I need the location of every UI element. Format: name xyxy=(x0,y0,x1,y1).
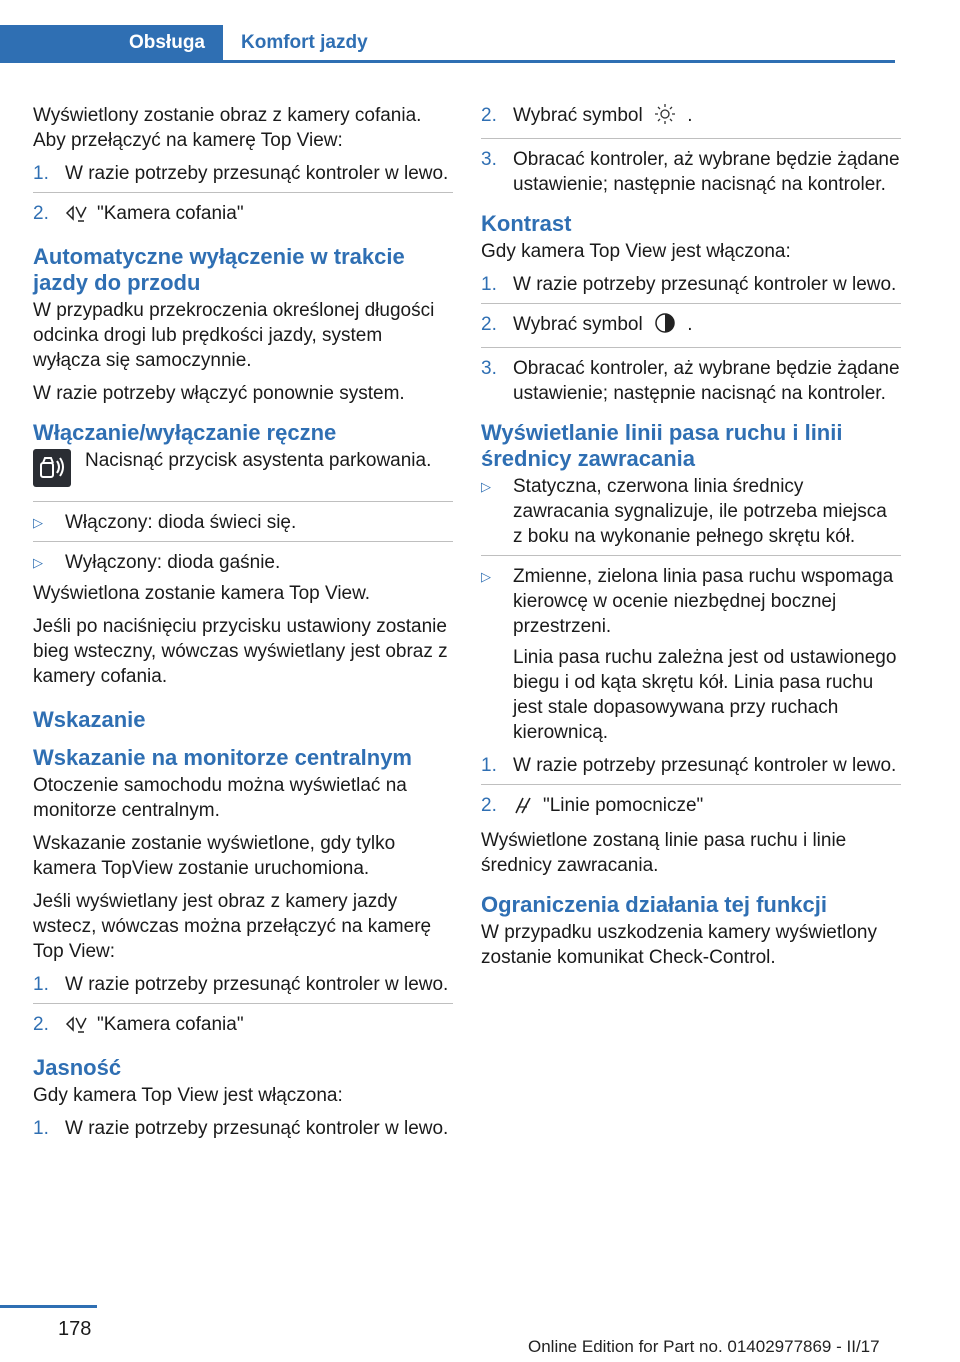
chapter-tabs xyxy=(0,25,895,63)
divider xyxy=(33,192,453,193)
paragraph: Jeśli po naciśnięciu przycisku ustawiony zostanie bieg wsteczny, wówczas wyświetlany jest obraz z kamery cofania. xyxy=(33,616,448,687)
section-heading: Ograniczenia działania tej funkcji xyxy=(481,892,827,917)
list-item: 2. Wybrać symbol . xyxy=(481,103,901,132)
triangle-bullet-icon: ▷ xyxy=(33,555,43,570)
camera-icon xyxy=(65,203,87,230)
list-item: 1. W razie potrzeby przesunąć kontroler w lewo. xyxy=(33,1118,449,1139)
right-column xyxy=(481,103,901,978)
left-column xyxy=(33,103,453,1147)
list-item: 3. Obracać kontroler, aż wybrane będzie żądane ustawienie; następnie nacisnąć na kontroler. xyxy=(481,149,900,195)
divider xyxy=(481,347,901,348)
section-heading: Włączanie/wyłączanie ręczne xyxy=(33,420,337,445)
paragraph: Wyświetlone zostaną linie pasa ruchu i linie średnicy zawracania. xyxy=(481,830,847,876)
section-heading: Wyświetlanie linii pasa ruchu i linii średnicy zawracania xyxy=(481,420,843,471)
paragraph: Gdy kamera Top View jest włączona: xyxy=(481,241,791,262)
brightness-icon xyxy=(654,103,676,132)
park-assist-button-row: Nacisnąć przycisk asystenta parkowania. xyxy=(33,448,453,487)
bullet-item: ▷ Włączony: dioda świeci się. xyxy=(33,512,297,533)
paragraph: W przypadku uszkodzenia kamery wyświetlony zostanie komunikat Check-Control. xyxy=(481,922,877,968)
paragraph: Wyświetlony zostanie obraz z kamery cofania. Aby przełączyć na kamerę Top View: xyxy=(33,105,422,151)
list-item: 2. "Kamera cofania" xyxy=(33,1012,453,1041)
tab-komfort-jazdy[interactable]: Komfort jazdy xyxy=(241,31,368,53)
list-item: 1. W razie potrzeby przesunąć kontroler w lewo. xyxy=(481,755,897,776)
list-item: 2. "Kamera cofania" xyxy=(33,201,453,230)
list-item: 1. W razie potrzeby przesunąć kontroler w lewo. xyxy=(33,163,449,184)
bullet-item: ▷ Wyłączony: dioda gaśnie. xyxy=(33,552,281,573)
list-item: 1. W razie potrzeby przesunąć kontroler w lewo. xyxy=(33,974,449,995)
section-heading: Automatyczne wyłączenie w trakcie jazdy do przodu xyxy=(33,244,405,295)
paragraph: W razie potrzeby włączyć ponownie system. xyxy=(33,383,405,404)
bullet-item: ▷ Statyczna, czerwona linia średnicy zawracania sygnalizuje, ile potrzeba miejsca z boku na wykonanie pełnego skrętu kół. xyxy=(481,476,887,547)
park-assist-button-icon xyxy=(33,449,71,487)
divider xyxy=(481,784,901,785)
list-item: 3. Obracać kontroler, aż wybrane będzie żądane ustawienie; następnie nacisnąć na kontroler. xyxy=(481,358,900,404)
divider xyxy=(481,138,901,139)
tab-obsluga[interactable]: Obsługa xyxy=(0,25,223,60)
section-heading: Kontrast xyxy=(481,211,572,236)
triangle-bullet-icon: ▷ xyxy=(33,515,43,530)
edition-info: Online Edition for Part no. 01402977869 - II/17 xyxy=(528,1337,880,1356)
contrast-icon xyxy=(654,312,676,341)
guide-lines-icon xyxy=(513,795,533,822)
divider xyxy=(481,303,901,304)
divider xyxy=(33,501,453,502)
paragraph: Wskazanie zostanie wyświetlone, gdy tylko kamera TopView zostanie uruchomiona. xyxy=(33,833,396,879)
page-number: 178 xyxy=(58,1318,92,1340)
paragraph: Jeśli wyświetlany jest obraz z kamery jazdy wstecz, wówczas można przełączyć na kamerę Top View: xyxy=(33,891,432,962)
paragraph: Gdy kamera Top View jest włączona: xyxy=(33,1085,343,1106)
list-item: 2. Wybrać symbol . xyxy=(481,312,901,341)
triangle-bullet-icon: ▷ xyxy=(481,479,491,494)
section-heading: Jasność xyxy=(33,1055,122,1080)
divider xyxy=(33,1003,453,1004)
paragraph: Otoczenie samochodu można wyświetlać na monitorze centralnym. xyxy=(33,775,407,821)
section-heading: Wskazanie na monitorze centralnym xyxy=(33,745,412,770)
list-item: 2. "Linie pomocnicze" xyxy=(481,793,901,822)
divider xyxy=(481,555,901,556)
paragraph: Wyświetlona zostanie kamera Top View. xyxy=(33,583,371,604)
paragraph: W przypadku przekroczenia określonej długości odcinka drogi lub prędkości jazdy, system wyłącza się samoczynnie. xyxy=(33,300,435,371)
paragraph: Linia pasa ruchu zależna jest od ustawionego biegu i od kąta skrętu kół. Linia pasa ruchu jest stale dopasowywana przy ruchach kierownicą. xyxy=(513,647,897,743)
bullet-item: ▷ Zmienne, zielona linia pasa ruchu wspomaga kierowcę w ocenie niezbędnej bocznej przestrzeni. xyxy=(481,566,894,637)
divider xyxy=(33,541,453,542)
section-heading: Wskazanie xyxy=(33,707,146,732)
list-item: 1. W razie potrzeby przesunąć kontroler w lewo. xyxy=(481,274,897,295)
camera-icon xyxy=(65,1014,87,1041)
footer-accent-line xyxy=(0,1305,97,1308)
triangle-bullet-icon: ▷ xyxy=(481,569,491,584)
